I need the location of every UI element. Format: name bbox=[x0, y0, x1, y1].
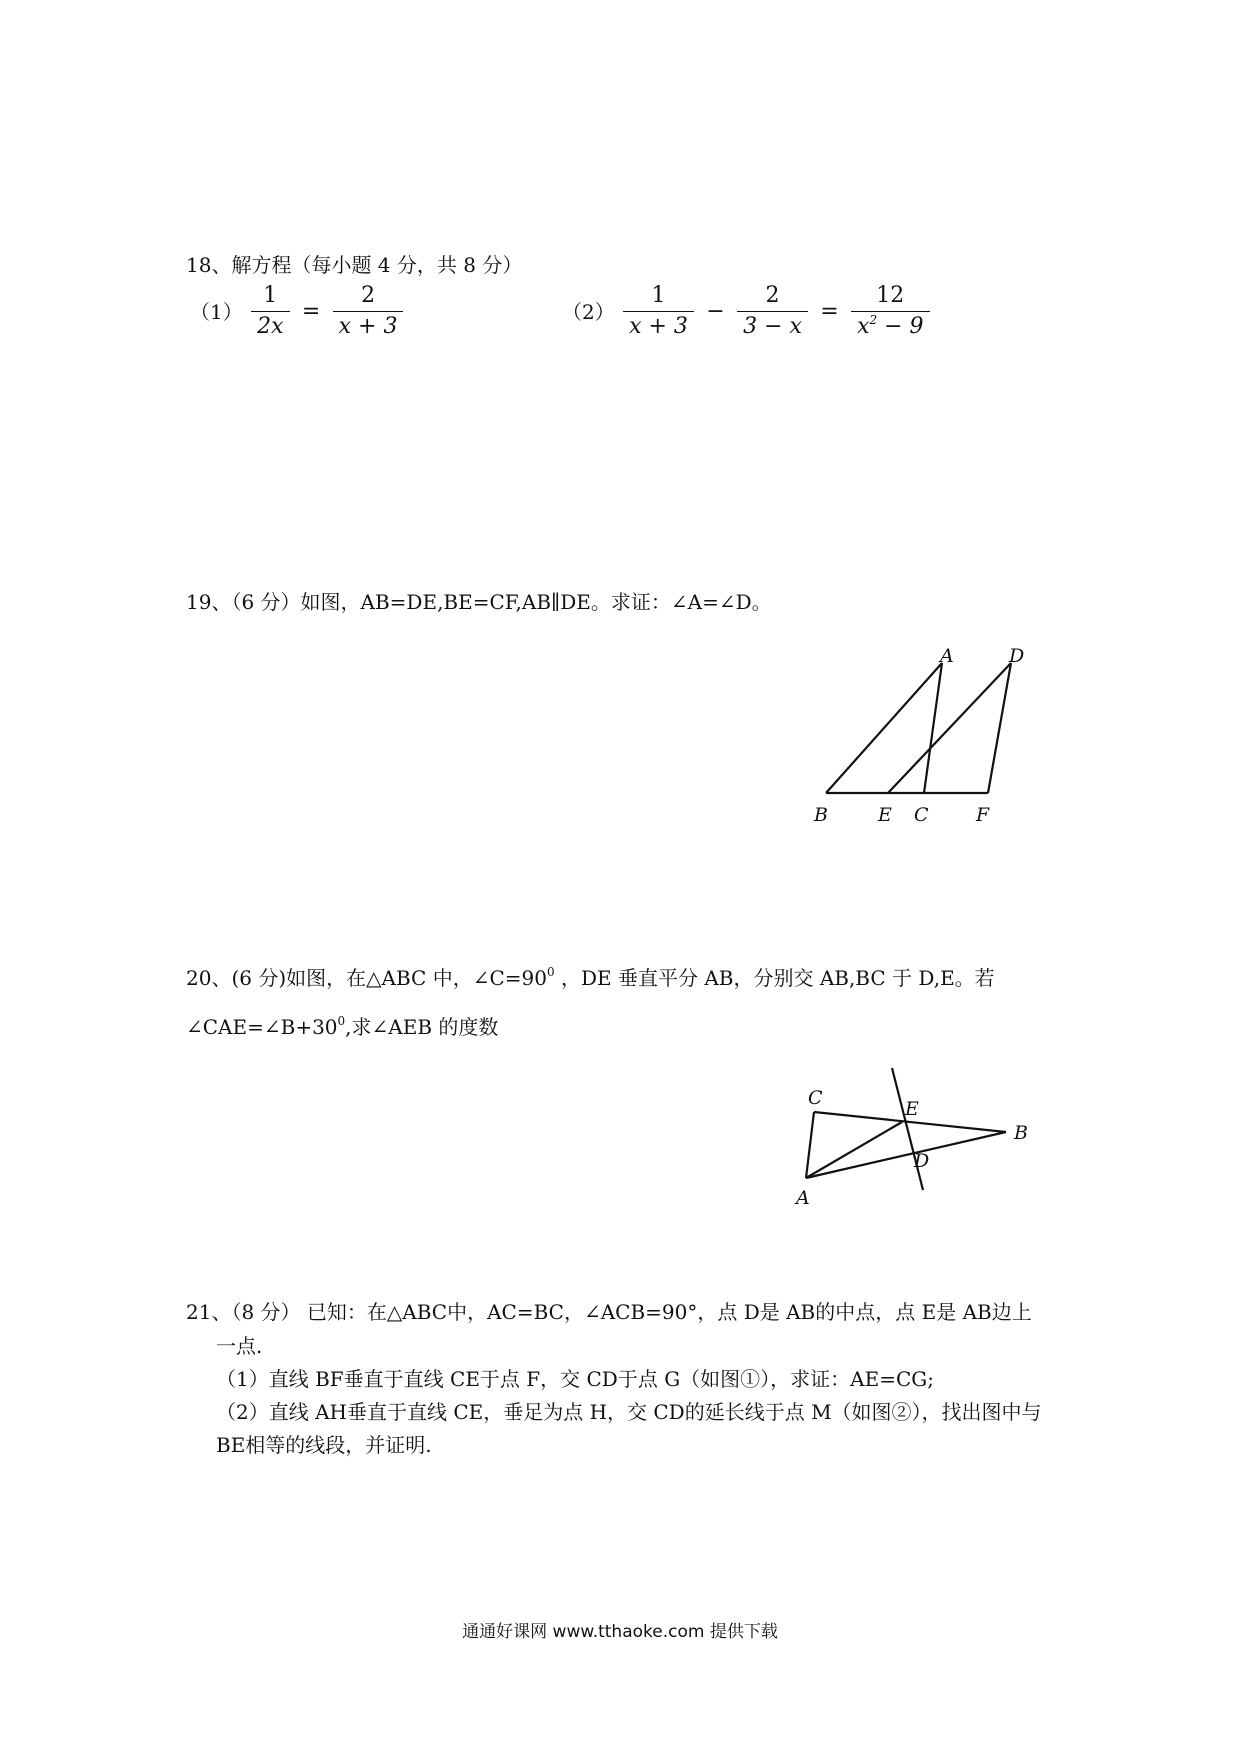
footer-credit: 通通好课网 www.tthaoke.com 提供下载 bbox=[462, 1622, 778, 1642]
q18-part1 bbox=[190, 283, 405, 341]
q21-line3: （1）直线 BF垂直于直线 CE于点 F，交 CD于点 G（如图①），求证：AE=CG; bbox=[216, 1367, 934, 1391]
segment-ab bbox=[826, 663, 942, 793]
q18-part2 bbox=[562, 283, 932, 341]
segment-ae bbox=[806, 1122, 902, 1178]
label-b: B bbox=[1014, 1122, 1028, 1144]
fraction: $\frac{1}{2x}$ bbox=[251, 283, 289, 341]
equals-sign: = bbox=[820, 298, 839, 324]
label-a: A bbox=[796, 1187, 810, 1209]
q19-text: 19、（6 分）如图，AB=DE,BE=CF,AB∥DE。求证：∠A=∠D。 bbox=[186, 590, 772, 614]
q18-part2-label: （2） bbox=[562, 299, 615, 324]
q19-figure bbox=[800, 648, 1080, 838]
minus-sign: − bbox=[706, 298, 725, 324]
fraction: $\frac{12}{x^2 - 9}$ bbox=[851, 283, 929, 341]
fraction: $\frac{2}{3 - x}$ bbox=[737, 283, 808, 341]
q21-line5: BE相等的线段，并证明. bbox=[216, 1433, 432, 1457]
label-c: C bbox=[914, 804, 929, 826]
q20-figure bbox=[790, 1064, 1050, 1224]
label-e: E bbox=[905, 1098, 919, 1120]
label-e: E bbox=[878, 804, 892, 826]
q21-line4: （2）直线 AH垂直于直线 CE，垂足为点 H，交 CD的延长线于点 M（如图②），找出图中与 bbox=[216, 1400, 1042, 1424]
segment-ab bbox=[806, 1132, 1006, 1178]
segment-ac bbox=[806, 1112, 814, 1178]
label-d: D bbox=[914, 1150, 930, 1172]
q18-title: 18、解方程（每小题 4 分，共 8 分） bbox=[186, 253, 523, 277]
fraction: $\frac{2}{x + 3}$ bbox=[333, 283, 404, 341]
label-f: F bbox=[976, 804, 990, 826]
q21-line2: 一点. bbox=[216, 1334, 263, 1358]
label-b: B bbox=[814, 804, 828, 826]
fraction: $\frac{1}{x + 3}$ bbox=[623, 283, 694, 341]
q20-line2: $\angle CAE=\angle B+30^0$,求∠AEB 的度数 bbox=[186, 1014, 499, 1039]
equals-sign: = bbox=[301, 298, 321, 324]
q18-part1-label: （1） bbox=[190, 299, 243, 324]
label-a: A bbox=[940, 648, 954, 667]
label-c: C bbox=[808, 1087, 823, 1109]
label-d: D bbox=[1009, 648, 1025, 667]
segment-ac bbox=[924, 663, 942, 793]
q20-line1: 20、(6 分)如图，在△ABC 中，$\angle C=90^0$ ，DE 垂直平分 AB，分别交 AB,BC 于 D,E。若 bbox=[186, 965, 995, 990]
q21-line1: 21、（8 分） 已知：在△ABC中，AC=BC，∠ACB=90°，点 D是 AB的中点，点 E是 AB边上 bbox=[186, 1300, 1032, 1324]
